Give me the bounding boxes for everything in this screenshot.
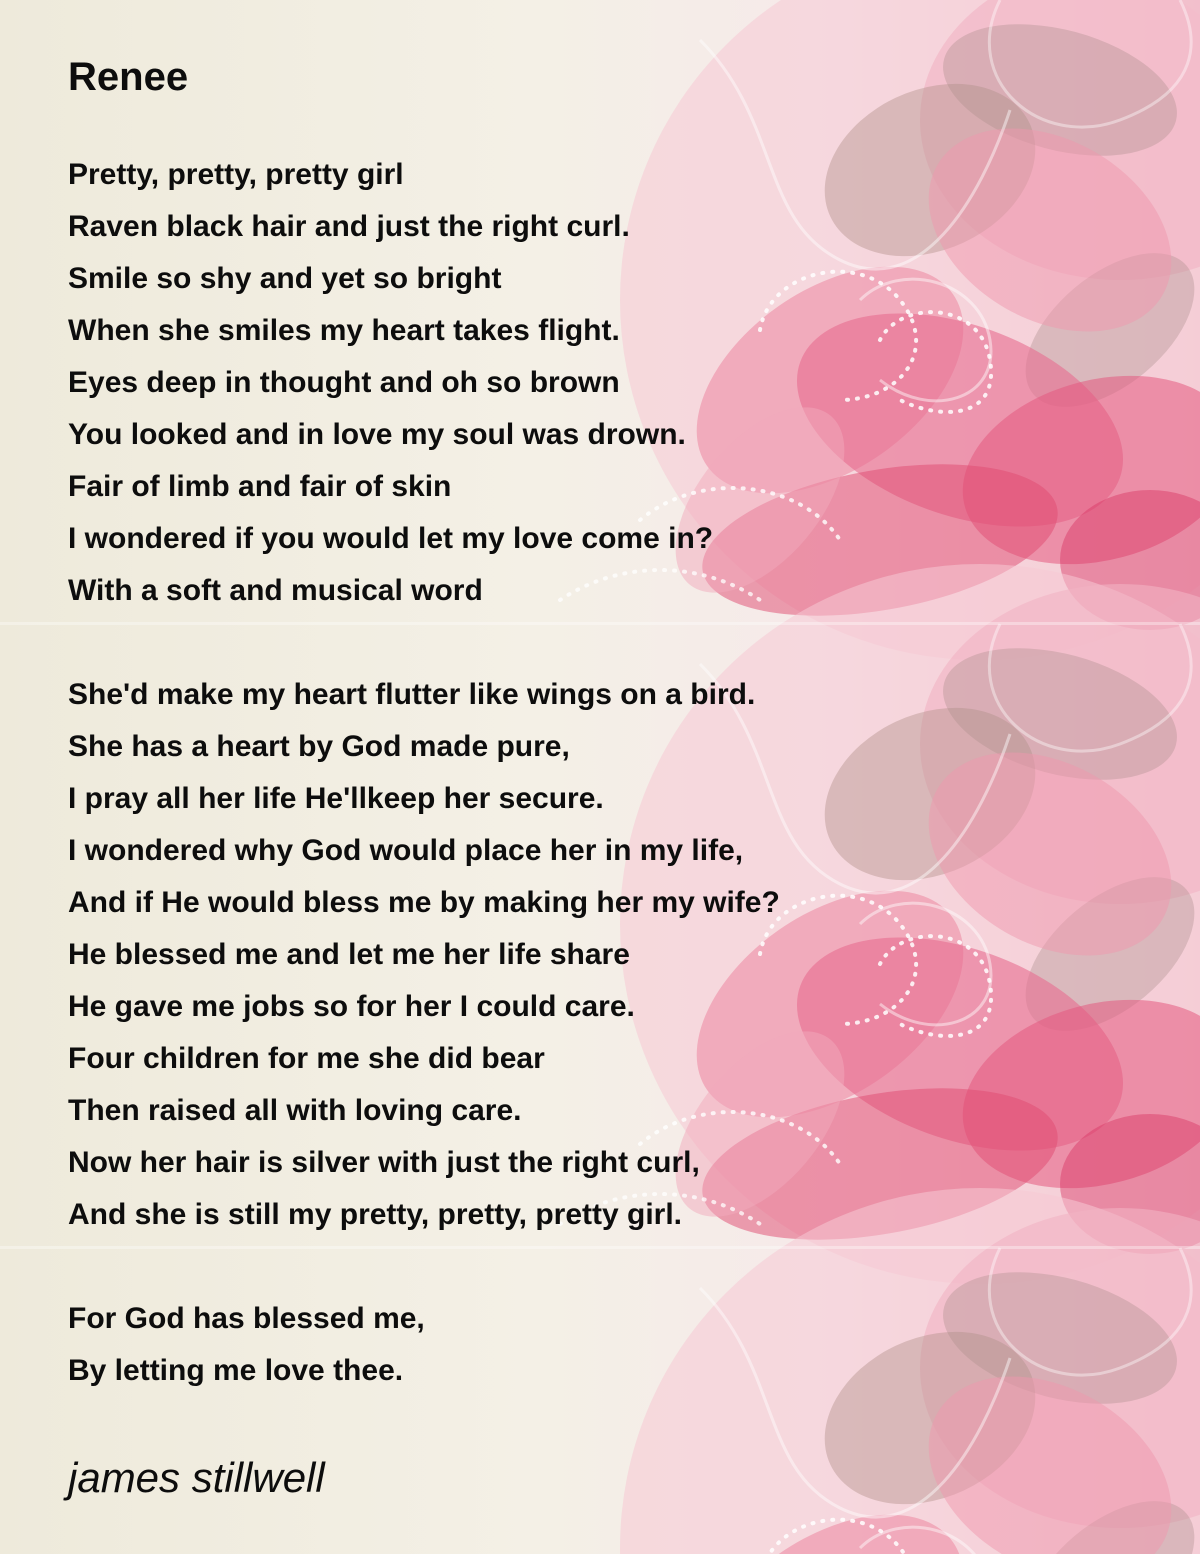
stanza-2 bbox=[68, 669, 780, 1241]
poem-line: She has a heart by God made pure, bbox=[68, 730, 570, 763]
poem-line: When she smiles my heart takes flight. bbox=[68, 314, 620, 347]
poem-line: By letting me love thee. bbox=[68, 1354, 404, 1387]
poem-line: Eyes deep in thought and oh so brown bbox=[68, 366, 620, 399]
poem-line: Four children for me she did bear bbox=[68, 1042, 545, 1075]
poem-line: Pretty, pretty, pretty girl bbox=[68, 158, 404, 191]
stanza-3 bbox=[68, 1293, 425, 1397]
poem-line: Smile so shy and yet so bright bbox=[68, 262, 502, 295]
poem-line: He blessed me and let me her life share bbox=[68, 938, 630, 971]
poem-line: And if He would bless me by making her my wife? bbox=[68, 886, 780, 919]
poem-line: I wondered if you would let my love come in? bbox=[68, 522, 714, 555]
poem-title: Renee bbox=[68, 55, 189, 99]
poem-line: You looked and in love my soul was drown. bbox=[68, 418, 686, 451]
poem-line: With a soft and musical word bbox=[68, 574, 483, 607]
poem-line: I pray all her life He'llkeep her secure. bbox=[68, 782, 604, 815]
poem-line: She'd make my heart flutter like wings on a bird. bbox=[68, 678, 756, 711]
poem-line: And she is still my pretty, pretty, pretty girl. bbox=[68, 1198, 683, 1231]
stanza-1 bbox=[68, 149, 713, 617]
poem-line: Then raised all with loving care. bbox=[68, 1094, 522, 1127]
poem-line: He gave me jobs so for her I could care. bbox=[68, 990, 635, 1023]
poem-author: james stillwell bbox=[68, 1454, 325, 1501]
poem-line: Fair of limb and fair of skin bbox=[68, 470, 452, 503]
poem-line: I wondered why God would place her in my life, bbox=[68, 834, 744, 867]
poem-line: For God has blessed me, bbox=[68, 1302, 425, 1335]
poem-line: Now her hair is silver with just the right curl, bbox=[68, 1146, 700, 1179]
poem-line: Raven black hair and just the right curl. bbox=[68, 210, 630, 243]
